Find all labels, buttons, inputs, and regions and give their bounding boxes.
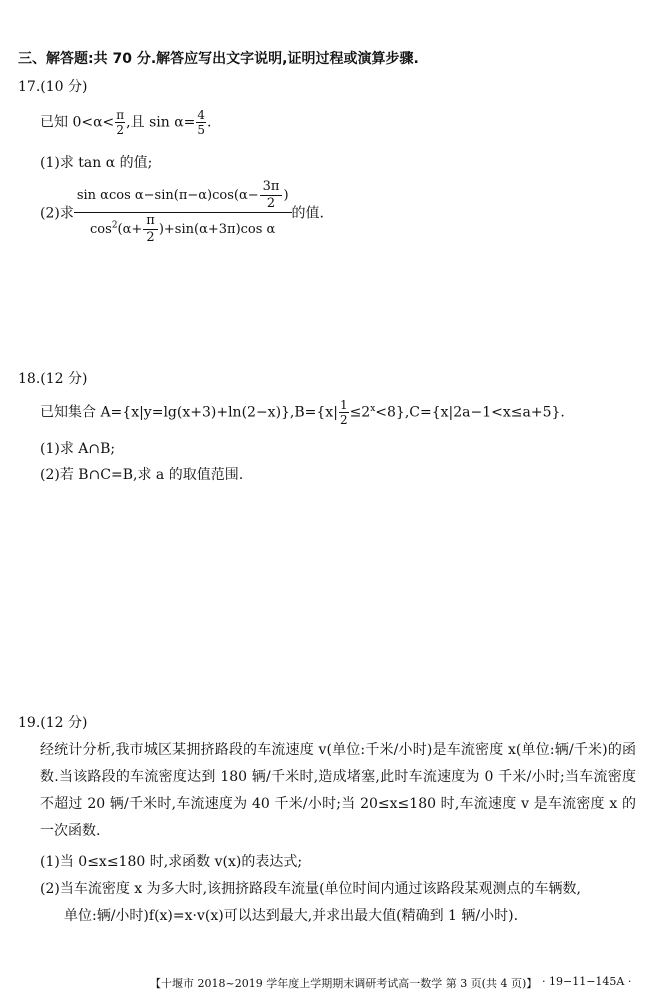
frac-num: 3π (260, 180, 283, 196)
q18-frac-1-2 (339, 398, 349, 427)
denominator-open: (α+ (117, 222, 143, 237)
footer-right: · 19−11−145A · (542, 975, 632, 988)
frac-3pi-2 (260, 180, 283, 211)
q17-given-mid: ,且 sin α= (126, 114, 196, 131)
q17-number: 17.(10 分) (18, 79, 88, 95)
denominator-rest: )+sin(α+3π)cos α (158, 222, 276, 237)
q17-part1: (1)求 tan α 的值; (40, 155, 153, 171)
footer-left: 【十堰市 2018~2019 学年度上学期期末调研考试高一数学 第 3 页(共 4 页)】 (150, 977, 538, 990)
q19-part1: (1)当 0≤x≤180 时,求函数 v(x)的表达式; (40, 854, 303, 870)
q17-part2 (40, 180, 324, 245)
q17-part2-prefix: (2)求 (40, 205, 74, 222)
q19-part2-line2: 单位:辆/小时)f(x)=x·v(x)可以达到最大,并求出最大值(精确到 1 辆/小时). (64, 908, 519, 924)
q18-number: 18.(12 分) (18, 371, 88, 387)
q17-part2-suffix: 的值. (291, 205, 324, 222)
q19-part2-line1: (2)当车流密度 x 为多大时,该拥挤路段车流量(单位时间内通过该路段某观测点的车辆数, (40, 881, 581, 897)
numerator-close: ) (283, 188, 289, 203)
q17-part2-denominator (74, 213, 292, 245)
q19-number: 19.(12 分) (18, 715, 88, 731)
frac-den: 2 (266, 196, 276, 211)
q18-given-b: ≤2 (349, 404, 371, 421)
q17-frac-4-5 (196, 108, 206, 137)
frac-den: 2 (116, 123, 125, 137)
frac-num: π (143, 214, 158, 230)
q18-given-c: <8},C={x|2a−1<x≤a+5}. (375, 404, 565, 421)
q18-given-sup: x (370, 403, 376, 414)
section-header: 三、解答题:共 70 分.解答应写出文字说明,证明过程或演算步骤. (18, 51, 419, 67)
q18-given-a: 已知集合 A={x|y=lg(x+3)+ln(2−x)},B={x| (40, 404, 338, 421)
denominator-sup: 2 (111, 220, 118, 231)
frac-num: π (116, 108, 125, 122)
q17-part2-numerator (74, 180, 292, 213)
q18-part2: (2)若 B∩C=B,求 a 的取值范围. (40, 467, 244, 483)
q17-given-prefix: 已知 0<α< (40, 114, 115, 131)
q17-frac-pi-2 (115, 108, 125, 137)
denominator-cos: cos (90, 222, 112, 237)
q18-part1: (1)求 A∩B; (40, 441, 116, 457)
frac-den: 5 (197, 123, 206, 137)
q17-given (40, 108, 211, 137)
frac-den: 2 (146, 230, 155, 245)
numerator-text: sin αcos α−sin(π−α)cos(α− (76, 188, 259, 203)
frac-num: 4 (197, 108, 206, 122)
frac-pi-2-den (143, 214, 158, 245)
q17-part2-fraction (74, 180, 292, 245)
q17-given-suffix: . (207, 114, 212, 131)
q18-given (40, 398, 565, 427)
q19-text: 经统计分析,我市城区某拥挤路段的车流速度 v(单位:千米/小时)是车流密度 x(单位:辆/千米)的函数.当该路段的车流密度达到 180 辆/千米时,造成堵塞,此时车流速度为 0 千米/小时;当车流密度不超过 20 辆/千米时,车流速度为 40 千米/小时;当 20≤x≤180 时,车流速度 v 是车流密度 x 的一次函数. (40, 742, 636, 839)
frac-num: 1 (339, 398, 348, 412)
frac-den: 2 (339, 413, 348, 427)
